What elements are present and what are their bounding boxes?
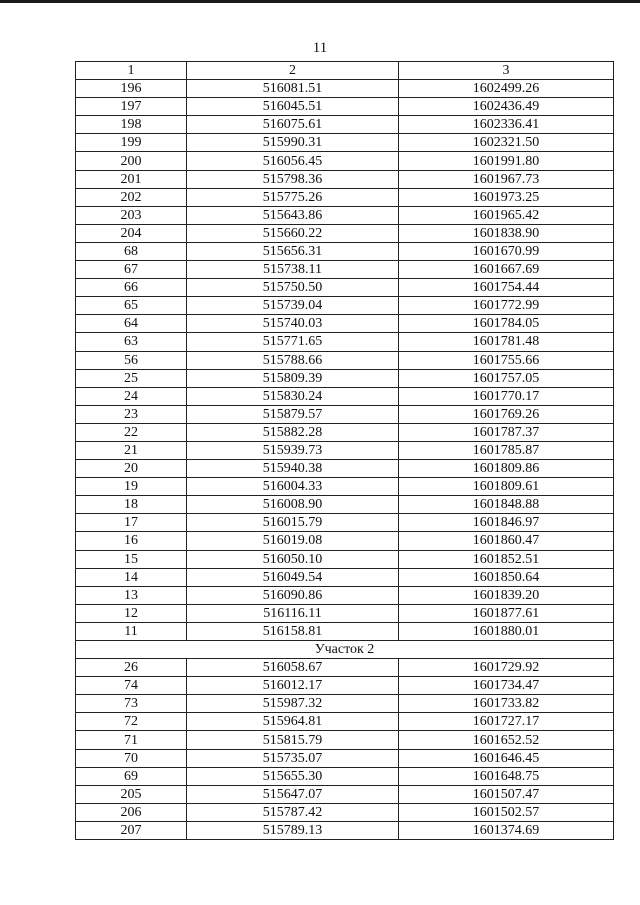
table-row: [76, 261, 614, 279]
y-coordinate-cell: 1601785.87: [399, 441, 614, 459]
x-coordinate-cell: 516015.79: [187, 514, 399, 532]
y-coordinate-cell: 1601667.69: [399, 261, 614, 279]
table-header-row: [76, 62, 614, 80]
header-cell-y: 3: [399, 62, 614, 80]
table-row: [76, 821, 614, 839]
y-coordinate-cell: 1601755.66: [399, 351, 614, 369]
point-number-cell: 203: [76, 206, 187, 224]
point-number-cell: 66: [76, 279, 187, 297]
y-coordinate-cell: 1601734.47: [399, 677, 614, 695]
table-row: [76, 659, 614, 677]
point-number-cell: 206: [76, 803, 187, 821]
point-number-cell: 26: [76, 659, 187, 677]
table-row: [76, 496, 614, 514]
table-row: [76, 333, 614, 351]
point-number-cell: 18: [76, 496, 187, 514]
x-coordinate-cell: 515809.39: [187, 369, 399, 387]
table-row: [76, 622, 614, 640]
x-coordinate-cell: 516050.10: [187, 550, 399, 568]
table-row: [76, 224, 614, 242]
table-row: [76, 351, 614, 369]
y-coordinate-cell: 1601839.20: [399, 586, 614, 604]
table-row: [76, 713, 614, 731]
x-coordinate-cell: 516049.54: [187, 568, 399, 586]
x-coordinate-cell: 515750.50: [187, 279, 399, 297]
table-row: [76, 749, 614, 767]
x-coordinate-cell: 515735.07: [187, 749, 399, 767]
point-number-cell: 24: [76, 387, 187, 405]
x-coordinate-cell: 515788.66: [187, 351, 399, 369]
point-number-cell: 12: [76, 604, 187, 622]
y-coordinate-cell: 1601757.05: [399, 369, 614, 387]
table-row: [76, 405, 614, 423]
table-row: [76, 441, 614, 459]
y-coordinate-cell: 1602321.50: [399, 134, 614, 152]
point-number-cell: 196: [76, 80, 187, 98]
x-coordinate-cell: 515656.31: [187, 242, 399, 260]
x-coordinate-cell: 515775.26: [187, 188, 399, 206]
x-coordinate-cell: 516004.33: [187, 478, 399, 496]
point-number-cell: 72: [76, 713, 187, 731]
x-coordinate-cell: 515647.07: [187, 785, 399, 803]
table-row: [76, 568, 614, 586]
point-number-cell: 16: [76, 532, 187, 550]
y-coordinate-cell: 1601646.45: [399, 749, 614, 767]
y-coordinate-cell: 1601991.80: [399, 152, 614, 170]
point-number-cell: 70: [76, 749, 187, 767]
y-coordinate-cell: 1601770.17: [399, 387, 614, 405]
x-coordinate-cell: 515738.11: [187, 261, 399, 279]
point-number-cell: 201: [76, 170, 187, 188]
table-row: [76, 478, 614, 496]
x-coordinate-cell: 515787.42: [187, 803, 399, 821]
header-cell-x: 2: [187, 62, 399, 80]
point-number-cell: 64: [76, 315, 187, 333]
table-row: [76, 279, 614, 297]
x-coordinate-cell: 516075.61: [187, 116, 399, 134]
y-coordinate-cell: 1601877.61: [399, 604, 614, 622]
y-coordinate-cell: 1601965.42: [399, 206, 614, 224]
y-coordinate-cell: 1601648.75: [399, 767, 614, 785]
y-coordinate-cell: 1601754.44: [399, 279, 614, 297]
point-number-cell: 20: [76, 460, 187, 478]
point-number-cell: 13: [76, 586, 187, 604]
x-coordinate-cell: 516008.90: [187, 496, 399, 514]
y-coordinate-cell: 1601809.61: [399, 478, 614, 496]
table-row: [76, 731, 614, 749]
y-coordinate-cell: 1601507.47: [399, 785, 614, 803]
point-number-cell: 25: [76, 369, 187, 387]
section-title: Участок 2: [76, 641, 614, 659]
x-coordinate-cell: 515789.13: [187, 821, 399, 839]
point-number-cell: 202: [76, 188, 187, 206]
table-row: [76, 170, 614, 188]
coordinates-table: [75, 61, 614, 840]
point-number-cell: 207: [76, 821, 187, 839]
x-coordinate-cell: 515798.36: [187, 170, 399, 188]
table-row: [76, 297, 614, 315]
x-coordinate-cell: 515643.86: [187, 206, 399, 224]
x-coordinate-cell: 515740.03: [187, 315, 399, 333]
point-number-cell: 68: [76, 242, 187, 260]
table-row: [76, 550, 614, 568]
y-coordinate-cell: 1601860.47: [399, 532, 614, 550]
y-coordinate-cell: 1601729.92: [399, 659, 614, 677]
y-coordinate-cell: 1601967.73: [399, 170, 614, 188]
x-coordinate-cell: 515771.65: [187, 333, 399, 351]
point-number-cell: 199: [76, 134, 187, 152]
header-cell-point: 1: [76, 62, 187, 80]
y-coordinate-cell: 1601973.25: [399, 188, 614, 206]
point-number-cell: 17: [76, 514, 187, 532]
point-number-cell: 205: [76, 785, 187, 803]
y-coordinate-cell: 1601880.01: [399, 622, 614, 640]
point-number-cell: 56: [76, 351, 187, 369]
x-coordinate-cell: 515940.38: [187, 460, 399, 478]
x-coordinate-cell: 515739.04: [187, 297, 399, 315]
point-number-cell: 63: [76, 333, 187, 351]
point-number-cell: 11: [76, 622, 187, 640]
scan-top-edge: [0, 0, 640, 3]
x-coordinate-cell: 515655.30: [187, 767, 399, 785]
x-coordinate-cell: 516019.08: [187, 532, 399, 550]
table-row: [76, 188, 614, 206]
y-coordinate-cell: 1601787.37: [399, 423, 614, 441]
page-number: 11: [312, 40, 328, 56]
point-number-cell: 200: [76, 152, 187, 170]
y-coordinate-cell: 1601784.05: [399, 315, 614, 333]
point-number-cell: 19: [76, 478, 187, 496]
y-coordinate-cell: 1602336.41: [399, 116, 614, 134]
section-row: [76, 641, 614, 659]
table-row: [76, 767, 614, 785]
table-row: [76, 387, 614, 405]
point-number-cell: 69: [76, 767, 187, 785]
y-coordinate-cell: 1601772.99: [399, 297, 614, 315]
point-number-cell: 198: [76, 116, 187, 134]
y-coordinate-cell: 1601502.57: [399, 803, 614, 821]
y-coordinate-cell: 1601727.17: [399, 713, 614, 731]
x-coordinate-cell: 515815.79: [187, 731, 399, 749]
x-coordinate-cell: 516012.17: [187, 677, 399, 695]
y-coordinate-cell: 1602436.49: [399, 98, 614, 116]
table-row: [76, 532, 614, 550]
table-row: [76, 695, 614, 713]
point-number-cell: 21: [76, 441, 187, 459]
y-coordinate-cell: 1602499.26: [399, 80, 614, 98]
table-row: [76, 460, 614, 478]
x-coordinate-cell: 516058.67: [187, 659, 399, 677]
y-coordinate-cell: 1601374.69: [399, 821, 614, 839]
x-coordinate-cell: 516116.11: [187, 604, 399, 622]
table-row: [76, 80, 614, 98]
table-row: [76, 369, 614, 387]
y-coordinate-cell: 1601809.86: [399, 460, 614, 478]
y-coordinate-cell: 1601838.90: [399, 224, 614, 242]
point-number-cell: 204: [76, 224, 187, 242]
y-coordinate-cell: 1601670.99: [399, 242, 614, 260]
table-row: [76, 514, 614, 532]
y-coordinate-cell: 1601852.51: [399, 550, 614, 568]
x-coordinate-cell: 516158.81: [187, 622, 399, 640]
table-row: [76, 134, 614, 152]
coordinates-table-body: [76, 62, 614, 840]
y-coordinate-cell: 1601769.26: [399, 405, 614, 423]
table-row: [76, 206, 614, 224]
table-row: [76, 116, 614, 134]
table-row: [76, 586, 614, 604]
x-coordinate-cell: 516045.51: [187, 98, 399, 116]
point-number-cell: 73: [76, 695, 187, 713]
point-number-cell: 14: [76, 568, 187, 586]
table-row: [76, 152, 614, 170]
x-coordinate-cell: 516056.45: [187, 152, 399, 170]
x-coordinate-cell: 516090.86: [187, 586, 399, 604]
y-coordinate-cell: 1601652.52: [399, 731, 614, 749]
x-coordinate-cell: 515987.32: [187, 695, 399, 713]
point-number-cell: 23: [76, 405, 187, 423]
y-coordinate-cell: 1601848.88: [399, 496, 614, 514]
x-coordinate-cell: 515964.81: [187, 713, 399, 731]
table-row: [76, 98, 614, 116]
point-number-cell: 67: [76, 261, 187, 279]
x-coordinate-cell: 515660.22: [187, 224, 399, 242]
table-row: [76, 803, 614, 821]
y-coordinate-cell: 1601733.82: [399, 695, 614, 713]
point-number-cell: 74: [76, 677, 187, 695]
x-coordinate-cell: 515882.28: [187, 423, 399, 441]
y-coordinate-cell: 1601846.97: [399, 514, 614, 532]
table-row: [76, 315, 614, 333]
point-number-cell: 15: [76, 550, 187, 568]
table-row: [76, 677, 614, 695]
point-number-cell: 71: [76, 731, 187, 749]
table-row: [76, 423, 614, 441]
y-coordinate-cell: 1601850.64: [399, 568, 614, 586]
table-row: [76, 785, 614, 803]
point-number-cell: 197: [76, 98, 187, 116]
point-number-cell: 22: [76, 423, 187, 441]
table-row: [76, 604, 614, 622]
x-coordinate-cell: 516081.51: [187, 80, 399, 98]
y-coordinate-cell: 1601781.48: [399, 333, 614, 351]
x-coordinate-cell: 515990.31: [187, 134, 399, 152]
table-row: [76, 242, 614, 260]
x-coordinate-cell: 515939.73: [187, 441, 399, 459]
x-coordinate-cell: 515879.57: [187, 405, 399, 423]
x-coordinate-cell: 515830.24: [187, 387, 399, 405]
point-number-cell: 65: [76, 297, 187, 315]
